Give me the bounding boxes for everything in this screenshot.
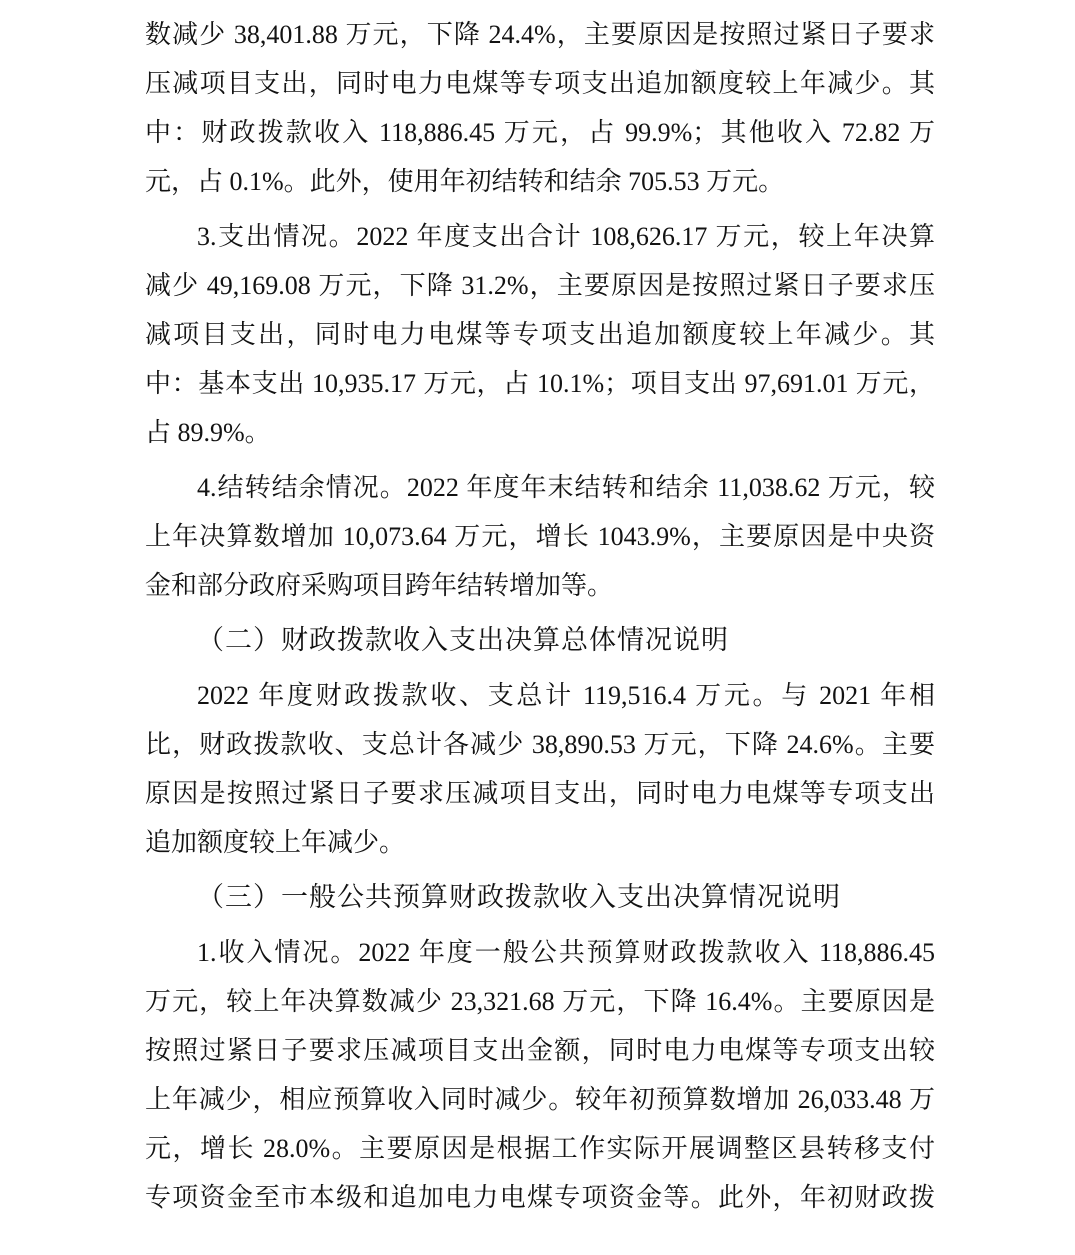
- text-line: 中：财政拨款收入 118,886.45 万元，占 99.9%；其他收入 72.82 万: [145, 118, 935, 147]
- heading-line: （三）一般公共预算财政拨款收入支出决算情况说明: [197, 882, 841, 912]
- text-line: 上年减少，相应预算收入同时减少。较年初预算数增加 26,033.48 万: [145, 1085, 935, 1114]
- text-line: 追加额度较上年减少。: [145, 828, 406, 857]
- text-line: 占 89.9%。: [145, 418, 271, 447]
- text-line: 元，增长 28.0%。主要原因是根据工作实际开展调整区县转移支付: [145, 1134, 935, 1163]
- text-line: 按照过紧日子要求压减项目支出金额，同时电力电煤等专项支出较: [145, 1036, 935, 1065]
- paragraph-expenditure-overview: [145, 212, 935, 457]
- section-heading-2: [145, 616, 935, 665]
- text-line: 万元，较上年决算数减少 23,321.68 万元，下降 16.4%。主要原因是: [145, 987, 935, 1016]
- text-line: 压减项目支出，同时电力电煤等专项支出追加额度较上年减少。其: [145, 69, 935, 98]
- heading-line: （二）财政拨款收入支出决算总体情况说明: [197, 625, 729, 655]
- text-line: 3.支出情况。2022 年度支出合计 108,626.17 万元，较上年决算: [197, 222, 935, 251]
- text-line: 减项目支出，同时电力电煤等专项支出追加额度较上年减少。其: [145, 320, 935, 349]
- text-line: 上年决算数增加 10,073.64 万元，增长 1043.9%，主要原因是中央资: [145, 522, 935, 551]
- text-line: 数减少 38,401.88 万元，下降 24.4%，主要原因是按照过紧日子要求: [145, 20, 935, 49]
- text-line: 元，占 0.1%。此外，使用年初结转和结余 705.53 万元。: [145, 167, 785, 196]
- text-line: 金和部分政府采购项目跨年结转增加等。: [145, 571, 614, 600]
- text-line: 原因是按照过紧日子要求压减项目支出，同时电力电煤等专项支出: [145, 779, 935, 808]
- paragraph-fiscal-appropriation-total: [145, 671, 935, 867]
- text-line: 1.收入情况。2022 年度一般公共预算财政拨款收入 118,886.45: [197, 938, 935, 967]
- text-line: 2022 年度财政拨款收、支总计 119,516.4 万元。与 2021 年相: [197, 681, 935, 710]
- text-line: 减少 49,169.08 万元，下降 31.2%，主要原因是按照过紧日子要求压: [145, 271, 935, 300]
- text-line: 比，财政拨款收、支总计各减少 38,890.53 万元，下降 24.6%。主要: [145, 730, 935, 759]
- document-body: [145, 10, 935, 1222]
- paragraph-continuation-income-overview: [145, 10, 935, 206]
- paragraph-general-public-budget-income: [145, 928, 935, 1222]
- paragraph-carryover-balance: [145, 463, 935, 610]
- text-line: 中：基本支出 10,935.17 万元，占 10.1%；项目支出 97,691.01 万元，: [145, 369, 935, 398]
- section-heading-3: [145, 873, 935, 922]
- text-line: 4.结转结余情况。2022 年度年末结转和结余 11,038.62 万元，较: [197, 473, 935, 502]
- text-line: 专项资金至市本级和追加电力电煤专项资金等。此外，年初财政拨: [145, 1183, 935, 1212]
